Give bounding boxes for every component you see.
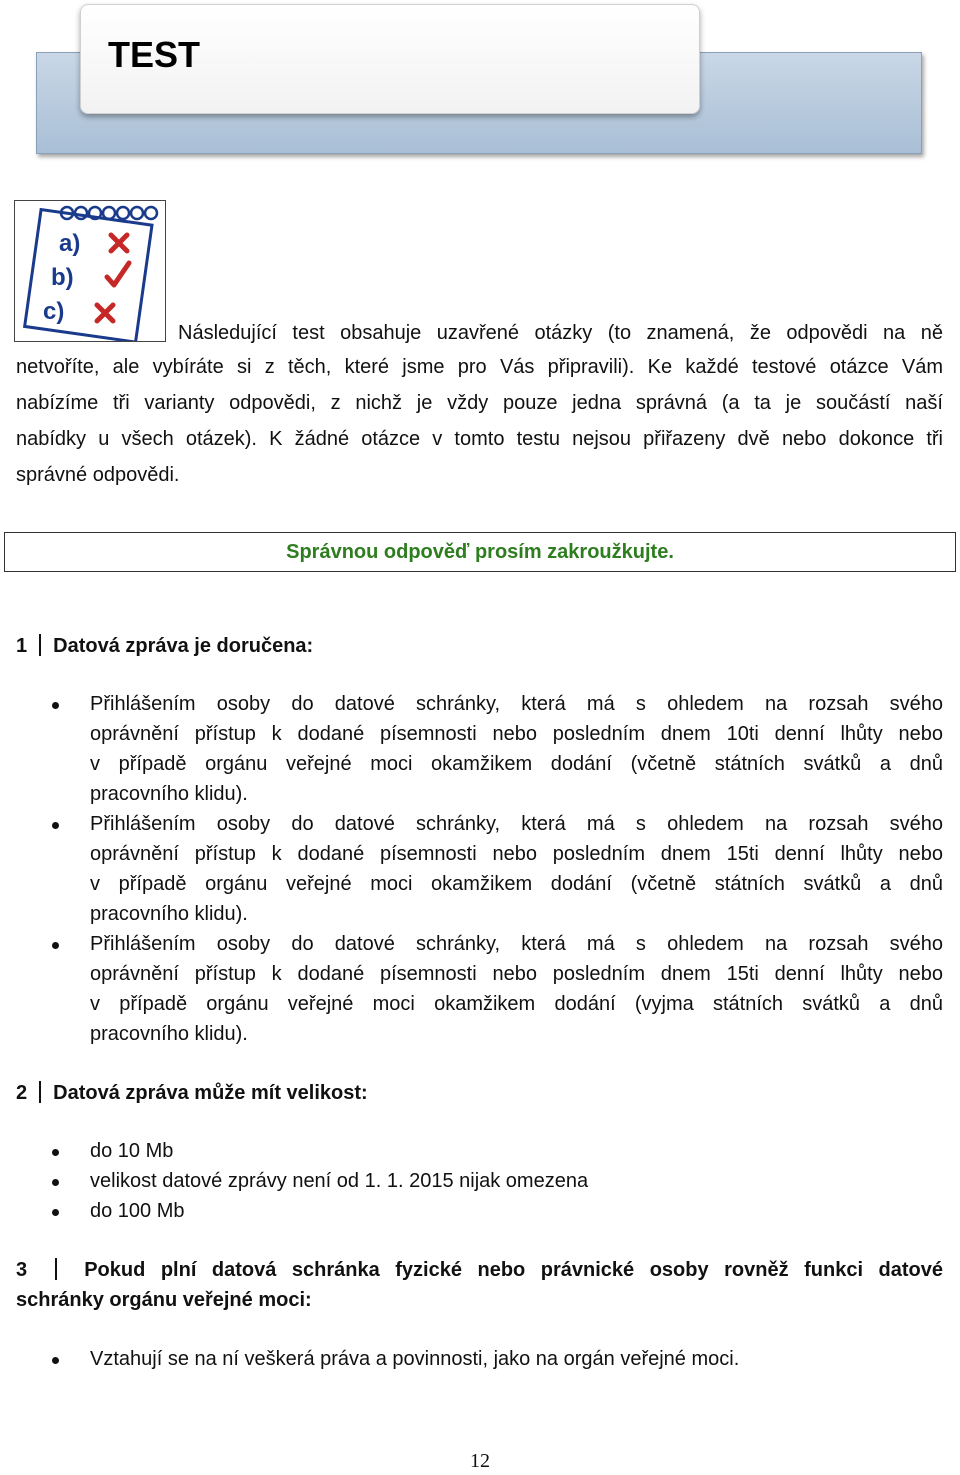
question-number: 1 bbox=[16, 635, 28, 657]
option-line: Vztahují se na ní veškerá práva a povinnosti, jako na orgán veřejné moci. bbox=[90, 1348, 740, 1370]
question-separator bbox=[55, 1258, 57, 1280]
question-title: Pokud plní datová schránka fyzické nebo právnické osoby rovněž funkci datové bbox=[84, 1259, 943, 1281]
question-title: Datová zpráva je doručena: bbox=[53, 635, 314, 657]
option-bullet bbox=[52, 702, 59, 709]
option-bullet bbox=[52, 1357, 59, 1364]
question-3-title-line-2: schránky orgánu veřejné moci: bbox=[16, 1289, 312, 1311]
intro-line-2: netvoříte, ale vybíráte si z těch, které jsme pro Vás připravili). Ke každé testové otázce Vám bbox=[16, 356, 943, 378]
page-title: TEST bbox=[108, 34, 201, 75]
question-number: 3 bbox=[16, 1259, 28, 1281]
option-line: v případě orgánu veřejné moci okamžikem dodání (včetně státních svátků a dnů bbox=[90, 873, 943, 895]
option-line: Přihlášením osoby do datové schránky, která má s ohledem na rozsah svého bbox=[90, 693, 943, 715]
question-1-option-3[interactable] bbox=[90, 929, 943, 1049]
question-title: Datová zpráva může mít velikost: bbox=[53, 1082, 368, 1104]
question-2-option-2[interactable] bbox=[90, 1166, 943, 1196]
option-line: Přihlášením osoby do datové schránky, která má s ohledem na rozsah svého bbox=[90, 813, 943, 835]
intro-line-4: nabídky u všech otázek). K žádné otázce v tomto testu nejsou přiřazeny dvě nebo dokonce tři bbox=[16, 428, 943, 450]
question-3-title-line-1 bbox=[16, 1255, 943, 1285]
option-line: oprávnění přístup k dodané písemnosti nebo posledním dnem 15ti denní lhůty nebo bbox=[90, 963, 943, 985]
question-2-option-3[interactable] bbox=[90, 1196, 943, 1226]
option-bullet bbox=[52, 822, 59, 829]
option-line: pracovního klidu). bbox=[90, 1023, 248, 1045]
question-1-option-1[interactable] bbox=[90, 689, 943, 809]
option-line: Přihlášením osoby do datové schránky, která má s ohledem na rozsah svého bbox=[90, 933, 943, 955]
intro-line-1: Následující test obsahuje uzavřené otázky (to znamená, že odpovědi na ně bbox=[178, 322, 943, 344]
icon-label-c: c) bbox=[43, 298, 65, 325]
option-line: pracovního klidu). bbox=[90, 783, 248, 805]
question-1-option-2[interactable] bbox=[90, 809, 943, 929]
question-3-heading bbox=[16, 1255, 943, 1315]
option-line: oprávnění přístup k dodané písemnosti nebo posledním dnem 10ti denní lhůty nebo bbox=[90, 723, 943, 745]
option-bullet bbox=[52, 942, 59, 949]
option-bullet bbox=[52, 1209, 59, 1216]
question-3-option-1[interactable] bbox=[90, 1344, 943, 1374]
icon-label-b: b) bbox=[51, 264, 74, 291]
page-number: 12 bbox=[470, 1450, 490, 1472]
option-bullet bbox=[52, 1179, 59, 1186]
intro-line-3: nabízíme tři varianty odpovědi, z nichž je vždy pouze jedna správná (a ta je součástí naší bbox=[16, 392, 943, 414]
option-line: do 100 Mb bbox=[90, 1200, 185, 1222]
question-separator bbox=[39, 634, 41, 656]
question-separator bbox=[39, 1081, 41, 1103]
instruction-box: Správnou odpověď prosím zakroužkujte. bbox=[4, 532, 956, 572]
question-2-heading bbox=[16, 1078, 368, 1108]
notepad-checklist-icon bbox=[14, 200, 166, 342]
question-2-option-1[interactable] bbox=[90, 1136, 943, 1166]
icon-label-a: a) bbox=[59, 230, 81, 257]
option-line: do 10 Mb bbox=[90, 1140, 174, 1162]
intro-line-5: správné odpovědi. bbox=[16, 464, 180, 486]
option-bullet bbox=[52, 1149, 59, 1156]
option-line: velikost datové zprávy není od 1. 1. 2015 nijak omezena bbox=[90, 1170, 589, 1192]
option-line: v případě orgánu veřejné moci okamžikem dodání (vyjma státních svátků a dnů bbox=[90, 993, 943, 1015]
option-line: oprávnění přístup k dodané písemnosti nebo posledním dnem 15ti denní lhůty nebo bbox=[90, 843, 943, 865]
option-line: pracovního klidu). bbox=[90, 903, 248, 925]
question-number: 2 bbox=[16, 1082, 28, 1104]
option-line: v případě orgánu veřejné moci okamžikem dodání (včetně státních svátků a dnů bbox=[90, 753, 943, 775]
question-1-heading bbox=[16, 631, 313, 661]
